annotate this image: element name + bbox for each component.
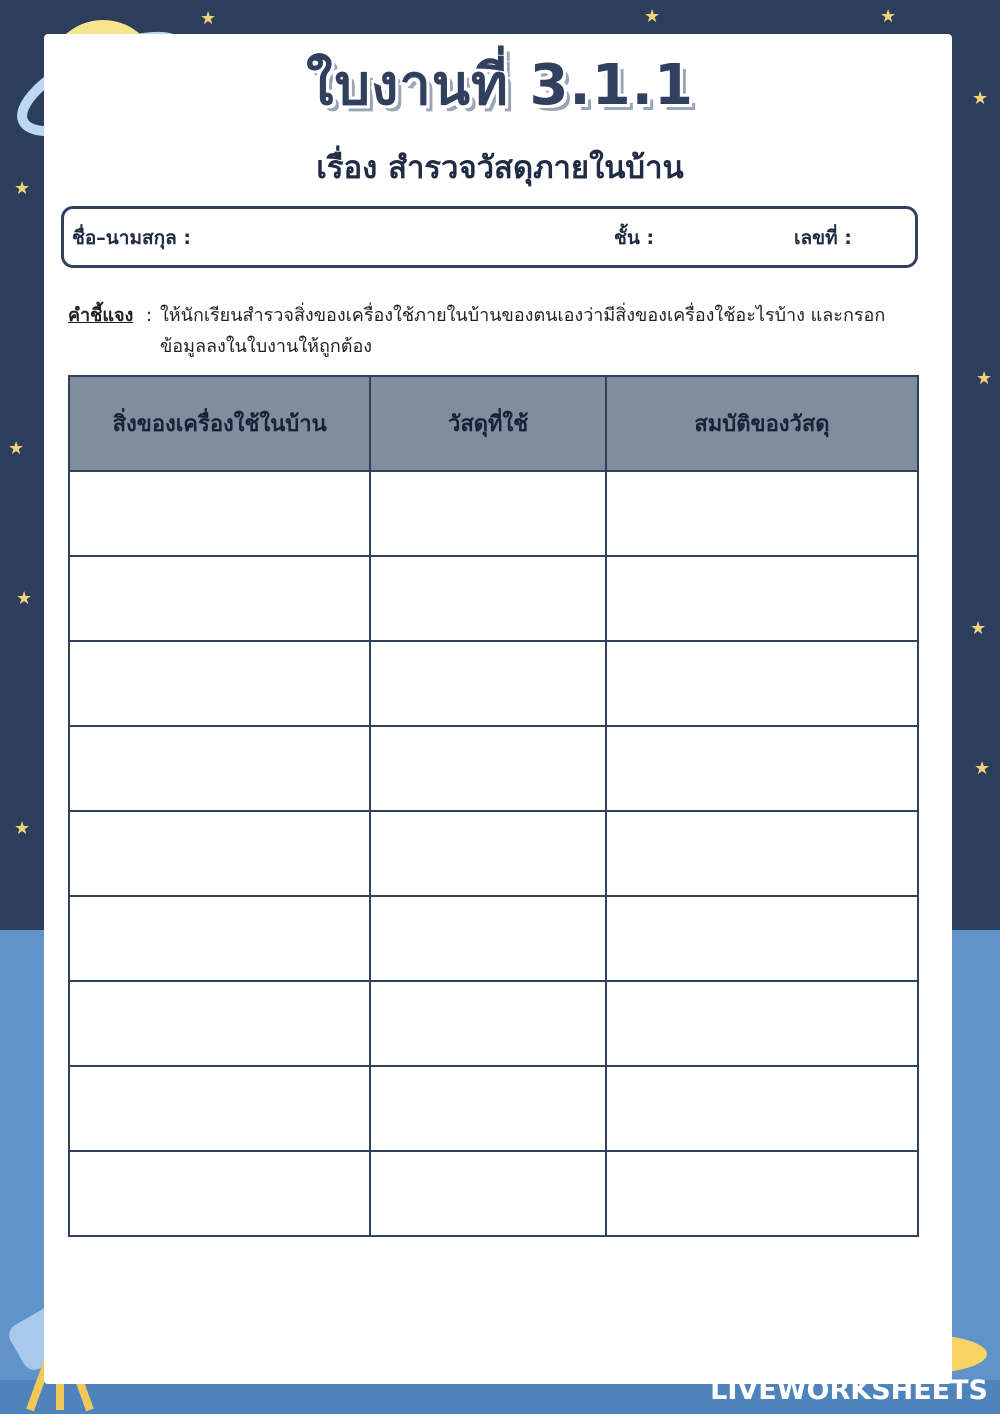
household-item-cell[interactable] (69, 471, 370, 556)
table-row (69, 641, 918, 726)
star-icon: ★ (970, 618, 987, 639)
class-label: ชั้น : (614, 227, 655, 249)
household-item-cell[interactable] (69, 726, 370, 811)
worksheet-title: ใบงานที่ 3.1.1 (306, 53, 694, 118)
material-property-cell[interactable] (606, 556, 918, 641)
material-used-cell[interactable] (370, 641, 606, 726)
star-icon: ★ (16, 588, 33, 609)
table-row (69, 1066, 918, 1151)
material-property-cell[interactable] (606, 811, 918, 896)
material-used-cell[interactable] (370, 1066, 606, 1151)
material-used-cell[interactable] (370, 556, 606, 641)
household-item-cell[interactable] (69, 811, 370, 896)
household-item-cell[interactable] (69, 896, 370, 981)
household-item-cell[interactable] (69, 981, 370, 1066)
star-icon: ★ (644, 6, 661, 27)
household-item-cell[interactable] (69, 641, 370, 726)
survey-table (68, 375, 919, 1237)
star-icon: ★ (14, 178, 31, 199)
material-property-cell[interactable] (606, 726, 918, 811)
table-row (69, 811, 918, 896)
header-material-used: วัสดุที่ใช้ (370, 376, 606, 471)
star-icon: ★ (200, 8, 217, 29)
instructions-separator: : (146, 305, 153, 326)
header-material-property: สมบัติของวัสดุ (606, 376, 918, 471)
star-icon: ★ (8, 438, 25, 459)
table-row (69, 1151, 918, 1236)
table-row (69, 726, 918, 811)
material-property-cell[interactable] (606, 1066, 918, 1151)
header-household-item: สิ่งของเครื่องใช้ในบ้าน (69, 376, 370, 471)
star-icon: ★ (972, 88, 989, 109)
material-property-cell[interactable] (606, 1151, 918, 1236)
table-row (69, 556, 918, 641)
material-property-cell[interactable] (606, 471, 918, 556)
material-property-cell[interactable] (606, 641, 918, 726)
table-row (69, 981, 918, 1066)
household-item-cell[interactable] (69, 1151, 370, 1236)
star-icon: ★ (14, 818, 31, 839)
material-used-cell[interactable] (370, 471, 606, 556)
star-icon: ★ (974, 758, 991, 779)
star-icon: ★ (976, 368, 993, 389)
name-label: ชื่อ–นามสกุล : (72, 227, 191, 249)
instructions-label: คำชี้แจง (68, 305, 134, 326)
material-property-cell[interactable] (606, 981, 918, 1066)
worksheet-subtitle: เรื่อง สำรวจวัสดุภายในบ้าน (316, 150, 684, 186)
material-used-cell[interactable] (370, 981, 606, 1066)
number-label: เลขที่ : (794, 227, 852, 249)
material-used-cell[interactable] (370, 811, 606, 896)
household-item-cell[interactable] (69, 1066, 370, 1151)
star-icon: ★ (880, 6, 897, 27)
material-used-cell[interactable] (370, 1151, 606, 1236)
table-header-row (69, 376, 918, 471)
table-body (69, 471, 918, 1236)
household-item-cell[interactable] (69, 556, 370, 641)
liveworksheets-logo: LIVEWORKSHEETS (710, 1375, 988, 1406)
table-row (69, 471, 918, 556)
student-info-box (61, 206, 918, 268)
material-used-cell[interactable] (370, 726, 606, 811)
material-property-cell[interactable] (606, 896, 918, 981)
material-used-cell[interactable] (370, 896, 606, 981)
table-row (69, 896, 918, 981)
instructions-text: ให้นักเรียนสำรวจสิ่งของเครื่องใช้ภายในบ้านของตนเองว่ามีสิ่งของเครื่องใช้อะไรบ้าง และกรอกข้อมูลลงในใบงานให้ถูกต้อง (160, 305, 886, 357)
